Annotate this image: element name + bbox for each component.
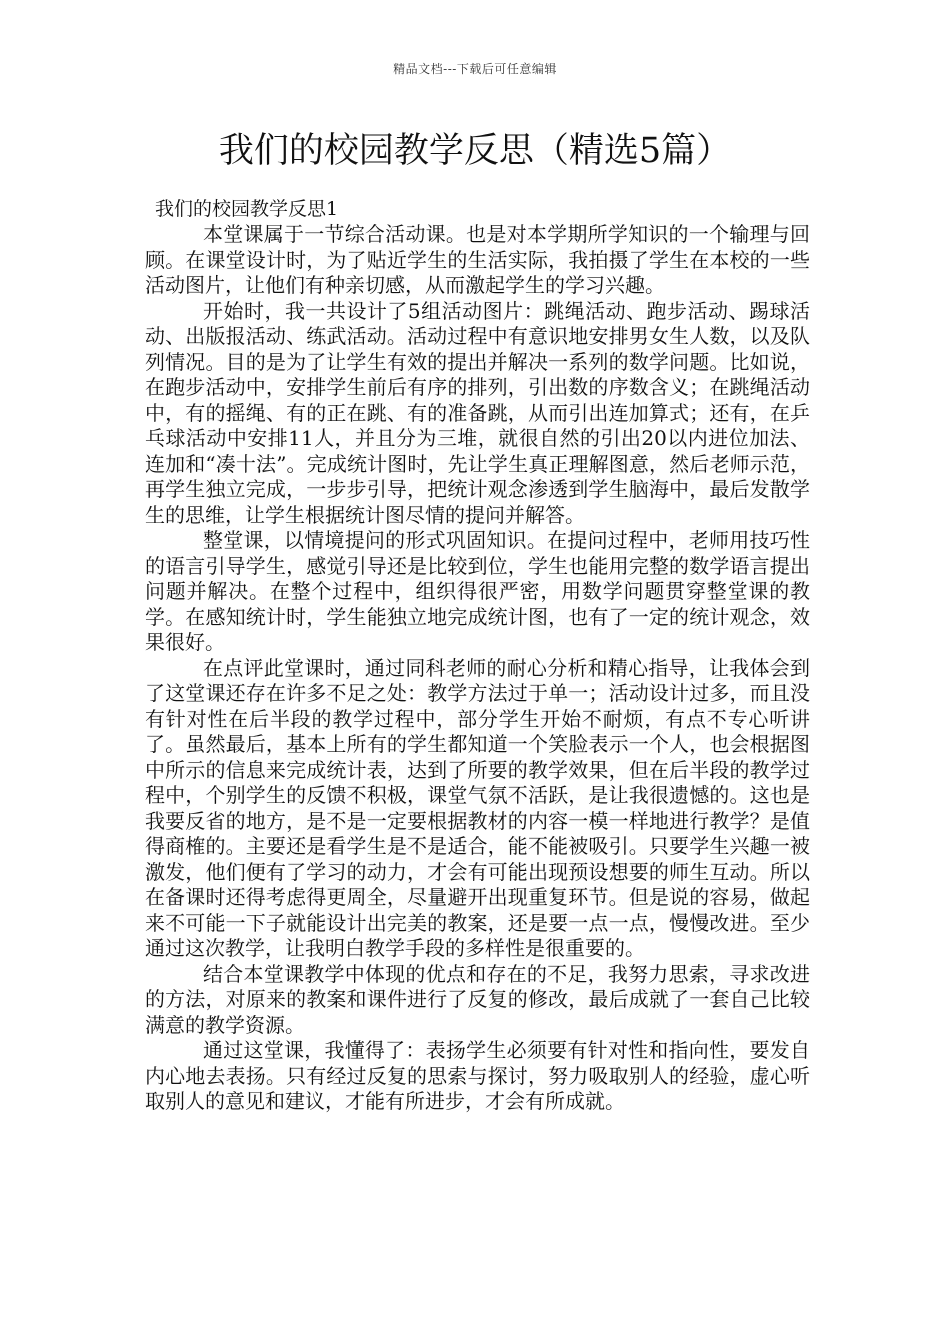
paragraph-6: 通过这堂课，我懂得了：表扬学生必须要有针对性和指向性，要发自内心地去表扬。只有经过反复的思索与探讨，努力吸取别人的经验，虚心听取别人的意见和建议，才能有所进步，才会有所成就。 (145, 1038, 810, 1113)
paragraph-1: 本堂课属于一节综合活动课。也是对本学期所学知识的一个输理与回顾。在课堂设计时，为了贴近学生的生活实际，我拍摄了学生在本校的一些活动图片，让他们有种亲切感，从而激起学生的学习兴趣。 (145, 222, 810, 297)
header-note: 精品文档---下载后可任意编辑 (393, 62, 557, 76)
paragraph-3: 整堂课，以情境提问的形式巩固知识。在提问过程中，老师用技巧性的语言引导学生，感觉引导还是比较到位，学生也能用完整的数学语言提出问题并解决。在整个过程中，组织得很严密，用数学问题贯穿整堂课的教学。在感知统计时，学生能独立地完成统计图，也有了一定的统计观念，效果很好。 (145, 528, 810, 654)
document-body (145, 196, 810, 1115)
document-title: 我们的校园教学反思（精选5篇） (218, 131, 732, 171)
paragraph-5: 结合本堂课教学中体现的优点和存在的不足，我努力思索，寻求改进的方法，对原来的教案和课件进行了反复的修改，最后成就了一套自己比较满意的教学资源。 (145, 961, 810, 1037)
paragraph-4: 在点评此堂课时，通过同科老师的耐心分析和精心指导，让我体会到了这堂课还存在许多不足之处：教学方法过于单一；活动设计过多，而且没有针对性在后半段的教学过程中，部分学生开始不耐烦，有点不专心听讲了。虽然最后，基本上所有的学生都知道一个笑脸表示一个人，也会根据图中所示的信息来完成统计表，达到了所要的教学效果，但在后半段的教学过程中，个别学生的反馈不积极，课堂气氛不活跃，是让我很遗憾的。这也是我要反省的地方，是不是一定要根据教材的内容一模一样地进行教学？是值得商榷的。主要还是看学生是不是适合，能不能被吸引。只要学生兴趣一被激发，他们便有了学习的动力，才会有可能出现预设想要的师生互动。所以在备课时还得考虑得更周全，尽量避开出现重复环节。但是说的容易，做起来不可能一下子就能设计出完美的教案，还是要一点一点，慢慢改进。至少通过这次教学，让我明白教学手段的多样性是很重要的。 (145, 655, 810, 960)
section-heading: 我们的校园教学反思1 (155, 198, 339, 220)
paragraph-2: 开始时，我一共设计了5组活动图片：跳绳活动、跑步活动、踢球活动、出版报活动、练武活动。活动过程中有意识地安排男女生人数，以及队列情况。目的是为了让学生有效的提出并解决一系列的数学问题。比如说，在跑步活动中，安排学生前后有序的排列，引出数的序数含义；在跳绳活动中，有的摇绳、有的正在跳、有的准备跳，从而引出连加算式；还有，在乒乓球活动中安排11人，并且分为三堆，就很自然的引出20以内进位加法、连加和“凑十法”。完成统计图时，先让学生真正理解图意，然后老师示范，再学生独立完成，一步步引导，把统计观念渗透到学生脑海中，最后发散学生的思维，让学生根据统计图尽情的提问并解答。 (145, 298, 810, 527)
